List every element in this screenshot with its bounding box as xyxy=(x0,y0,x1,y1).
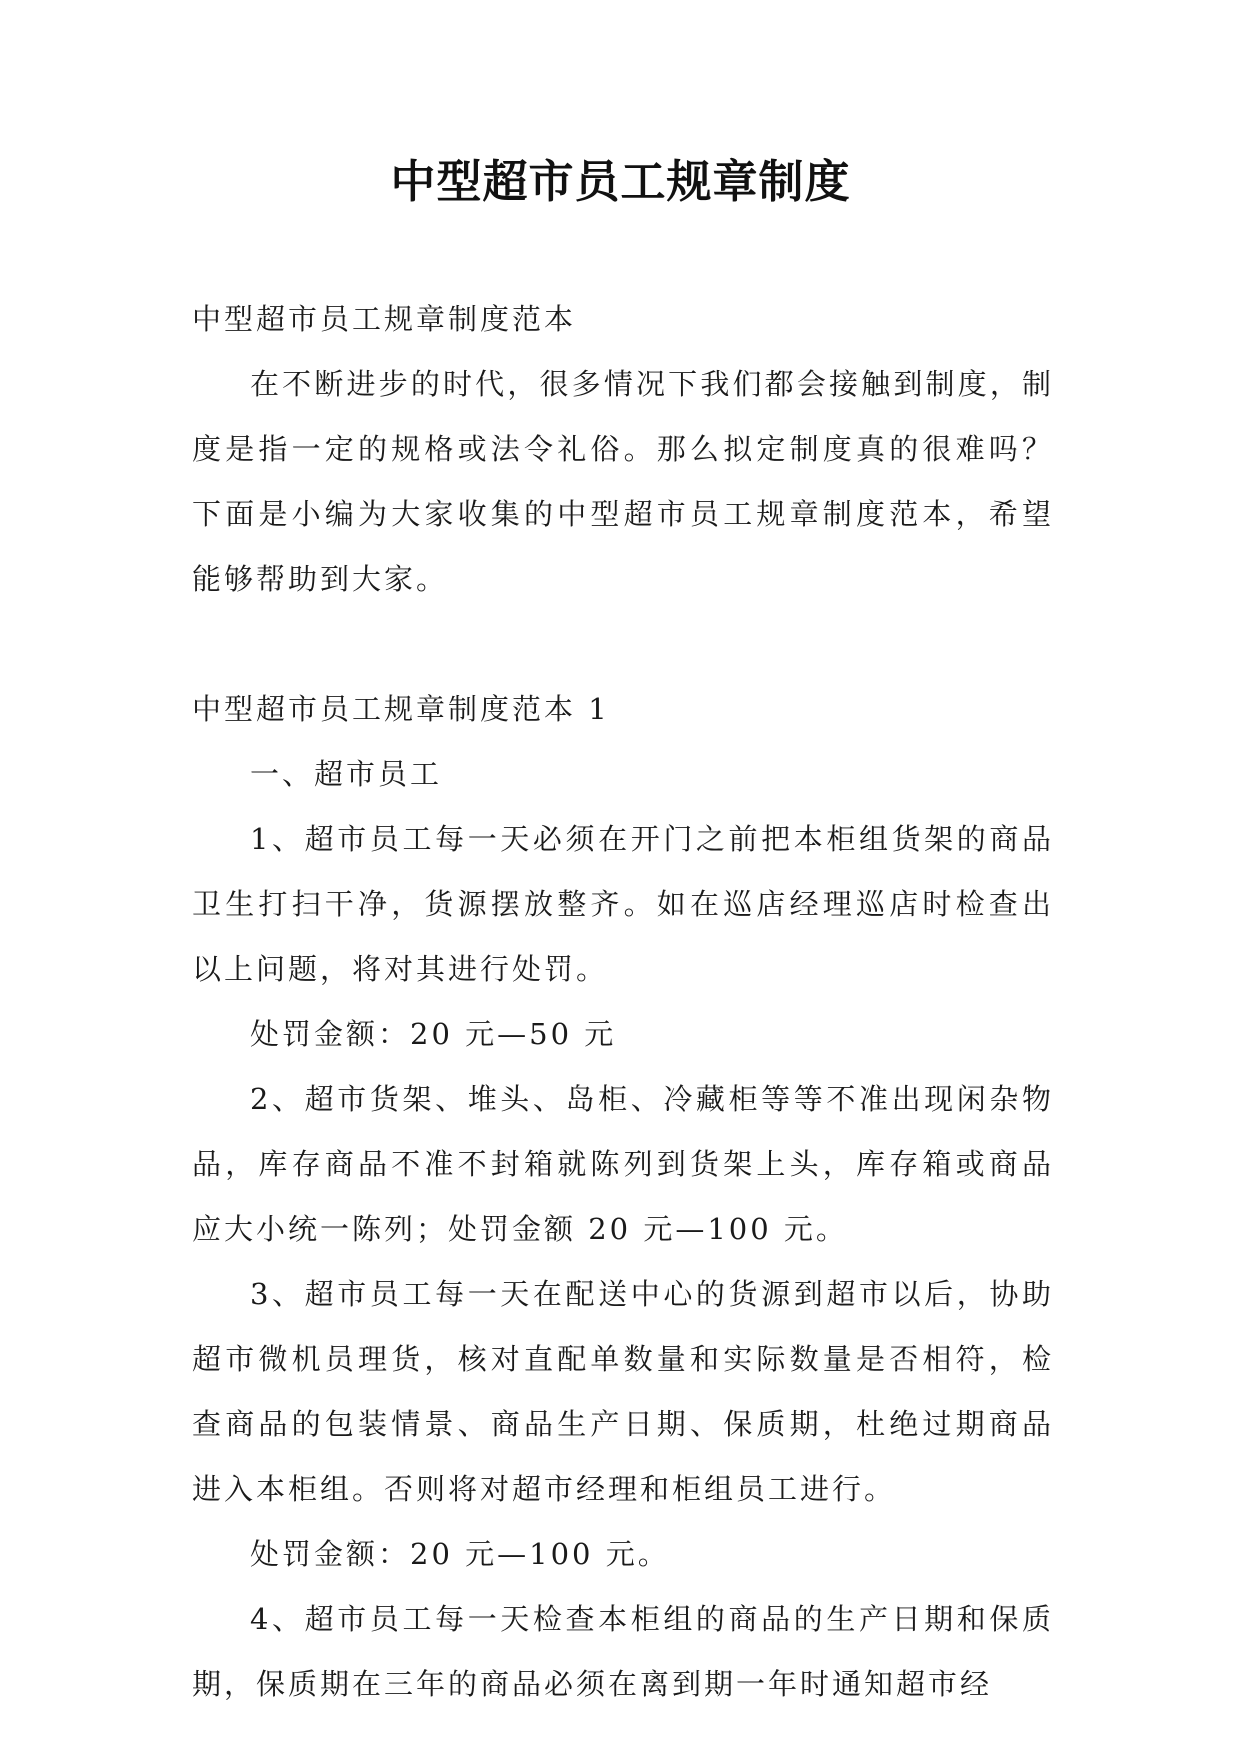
fine-3-paragraph: 处罚金额：20 元—100 元。 xyxy=(250,1537,670,1571)
rule-2-paragraph: 2、超市货架、堆头、岛柜、冷藏柜等等不准出现闲杂物品，库存商品不准不封箱就陈列到货架上头，库存箱或商品应大小统一陈列；处罚金额 20 元—100 元。 xyxy=(192,1082,1054,1246)
rule-3-paragraph: 3、超市员工每一天在配送中心的货源到超市以后，协助超市微机员理货，核对直配单数量和实际数量是否相符，检查商品的包装情景、商品生产日期、保质期，杜绝过期商品进入本柜组。否则将对超市经理和柜组员工进行。 xyxy=(192,1277,1054,1506)
intro-paragraph: 在不断进步的时代，很多情况下我们都会接触到制度，制度是指一定的规格或法令礼俗。那么拟定制度真的很难吗？下面是小编为大家收集的中型超市员工规章制度范本，希望能够帮助到大家。 xyxy=(192,367,1054,596)
rule-1-paragraph: 1、超市员工每一天必须在开门之前把本柜组货架的商品卫生打扫干净，货源摆放整齐。如在巡店经理巡店时检查出以上问题，将对其进行处罚。 xyxy=(192,822,1054,986)
document-body xyxy=(192,287,1054,1717)
fine-1-paragraph: 处罚金额：20 元—50 元 xyxy=(250,1017,617,1051)
section-heading: 中型超市员工规章制度范本 1 xyxy=(192,692,610,726)
document-title: 中型超市员工规章制度 xyxy=(390,155,851,208)
subtitle: 中型超市员工规章制度范本 xyxy=(192,302,577,336)
rule-4-paragraph: 4、超市员工每一天检查本柜组的商品的生产日期和保质期，保质期在三年的商品必须在离到期一年时通知超市经 xyxy=(192,1602,1054,1701)
part-heading: 一、超市员工 xyxy=(250,757,443,791)
